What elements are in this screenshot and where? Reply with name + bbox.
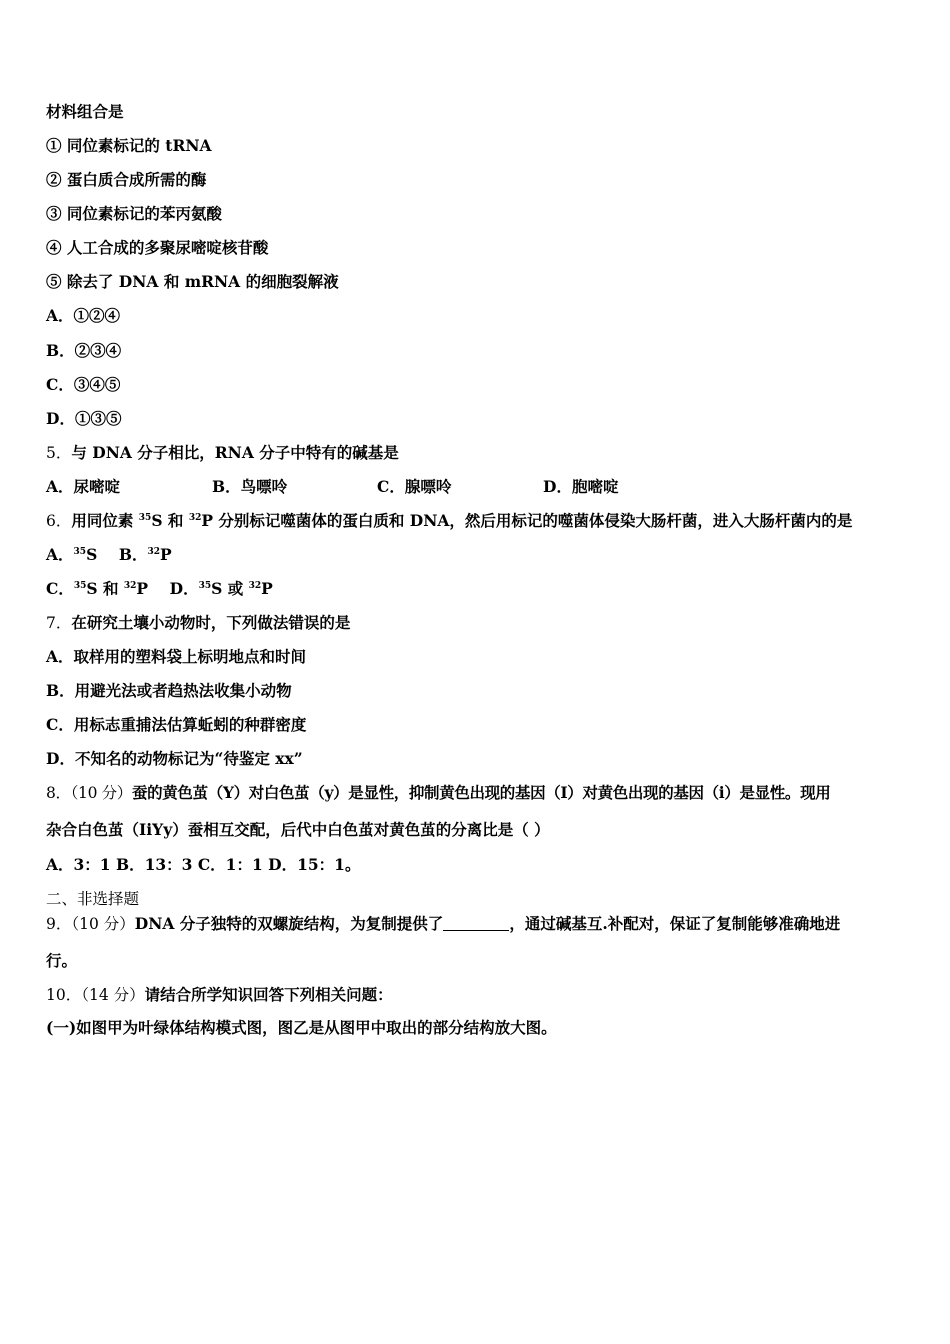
q9-stem-text: ，通过碱基互.补配对，保证了复制能够准确地进 bbox=[509, 914, 841, 933]
q6-option-b-text: P bbox=[160, 545, 172, 564]
q6-option-d-text: S 或 bbox=[211, 579, 249, 598]
q6-sup: 35 bbox=[73, 547, 87, 557]
q7-stem-text: 在研究土壤小动物时，下列做法错误的是 bbox=[71, 613, 351, 632]
q6-stem-part: P 分别标记噬菌体的蛋白质和 DNA，然后用标记的噬菌体侵染大肠杆菌，进入大肠杆菌内的是 bbox=[201, 511, 853, 530]
answer-blank bbox=[443, 916, 509, 931]
q9-line-1 bbox=[46, 914, 840, 934]
q5-stem bbox=[46, 443, 399, 463]
q4-option-a: A．①②④ bbox=[46, 306, 121, 325]
q7-stem bbox=[46, 613, 350, 633]
q8-stem-text: 蚕的黄色茧（Y）对白色茧（y）是显性，抑制黄色出现的基因（I）对黄色出现的基因（i）是显性。现用 bbox=[131, 783, 831, 802]
q7-option-c: C．用标志重捕法估算蚯蚓的种群密度 bbox=[46, 715, 307, 734]
q6-stem-part: 用同位素 bbox=[71, 511, 139, 530]
q4-option-d: D．①③⑤ bbox=[46, 409, 122, 428]
q5-option-d: D．胞嘧啶 bbox=[543, 477, 619, 496]
q10-part-1: (一)如图甲为叶绿体结构模式图，图乙是从图甲中取出的部分结构放大图。 bbox=[46, 1018, 557, 1037]
q4-item-5: ⑤ 除去了 DNA 和 mRNA 的细胞裂解液 bbox=[46, 272, 339, 291]
q6-option-b-label: B． bbox=[118, 545, 148, 564]
q8-number: 8．（10 分） bbox=[46, 784, 132, 802]
q6-option-c-label: C． bbox=[46, 579, 74, 598]
q10-stem bbox=[46, 985, 393, 1005]
q9-stem-text: DNA 分子独特的双螺旋结构，为复制提供了 bbox=[134, 914, 444, 933]
q5-stem-text: 与 DNA 分子相比，RNA 分子中特有的碱基是 bbox=[71, 443, 399, 462]
q6-option-a-label: A． bbox=[46, 545, 74, 564]
q9-line-2: 行。 bbox=[46, 951, 78, 970]
q6-option-d-text: P bbox=[261, 579, 273, 598]
q6-sup: 32 bbox=[188, 513, 202, 523]
q4-item-2: ② 蛋白质合成所需的酶 bbox=[46, 170, 207, 189]
q8-line-2: 杂合白色茧（IiYy）蚕相互交配，后代中白色茧对黄色茧的分离比是（ ） bbox=[46, 820, 550, 839]
q4-stem-end: 材料组合是 bbox=[46, 102, 124, 121]
q4-option-b: B．②③④ bbox=[46, 341, 122, 360]
q10-number: 10．（14 分） bbox=[46, 986, 145, 1004]
q8-line-1 bbox=[46, 783, 830, 803]
q7-option-a: A．取样用的塑料袋上标明地点和时间 bbox=[46, 647, 307, 666]
q6-sup: 35 bbox=[138, 513, 152, 523]
q4-item-3: ③ 同位素标记的苯丙氨酸 bbox=[46, 204, 222, 223]
q5-number: 5． bbox=[46, 444, 72, 462]
q6-sup: 35 bbox=[198, 581, 212, 591]
q6-option-c-text: P bbox=[136, 579, 149, 598]
q6-sup: 32 bbox=[248, 581, 262, 591]
q8-options: A．3：1 B．13：3 C．1：1 D．15：1。 bbox=[46, 855, 361, 874]
q6-option-c-text: S 和 bbox=[86, 579, 124, 598]
q5-option-b: B．鸟嘌呤 bbox=[212, 477, 288, 496]
q6-option-a-text: S bbox=[86, 545, 98, 564]
q7-number: 7． bbox=[46, 614, 72, 632]
q10-stem-text: 请结合所学知识回答下列相关问题： bbox=[144, 985, 393, 1004]
q6-stem bbox=[46, 511, 852, 531]
q6-stem-part: S 和 bbox=[151, 511, 189, 530]
q6-options-cd bbox=[46, 579, 273, 599]
q7-option-b: B．用避光法或者趋热法收集小动物 bbox=[46, 681, 292, 700]
q6-options-ab bbox=[46, 545, 172, 565]
q6-number: 6． bbox=[46, 512, 72, 530]
q6-sup: 32 bbox=[123, 581, 137, 591]
q4-item-4: ④ 人工合成的多聚尿嘧啶核苷酸 bbox=[46, 238, 269, 257]
q6-option-d-label: D． bbox=[169, 579, 199, 598]
q9-number: 9．（10 分） bbox=[46, 915, 135, 933]
q4-item-1: ① 同位素标记的 tRNA bbox=[46, 136, 212, 155]
q6-sup: 32 bbox=[147, 547, 160, 557]
q7-option-d: D．不知名的动物标记为“待鉴定 xx” bbox=[46, 749, 303, 768]
q5-option-c: C．腺嘌呤 bbox=[377, 477, 452, 496]
q5-option-a: A．尿嘧啶 bbox=[46, 477, 121, 496]
section-heading-text: 二、非选择题 bbox=[46, 890, 140, 908]
section-heading bbox=[46, 889, 139, 909]
q6-sup: 35 bbox=[73, 581, 87, 591]
q4-option-c: C．③④⑤ bbox=[46, 375, 121, 394]
